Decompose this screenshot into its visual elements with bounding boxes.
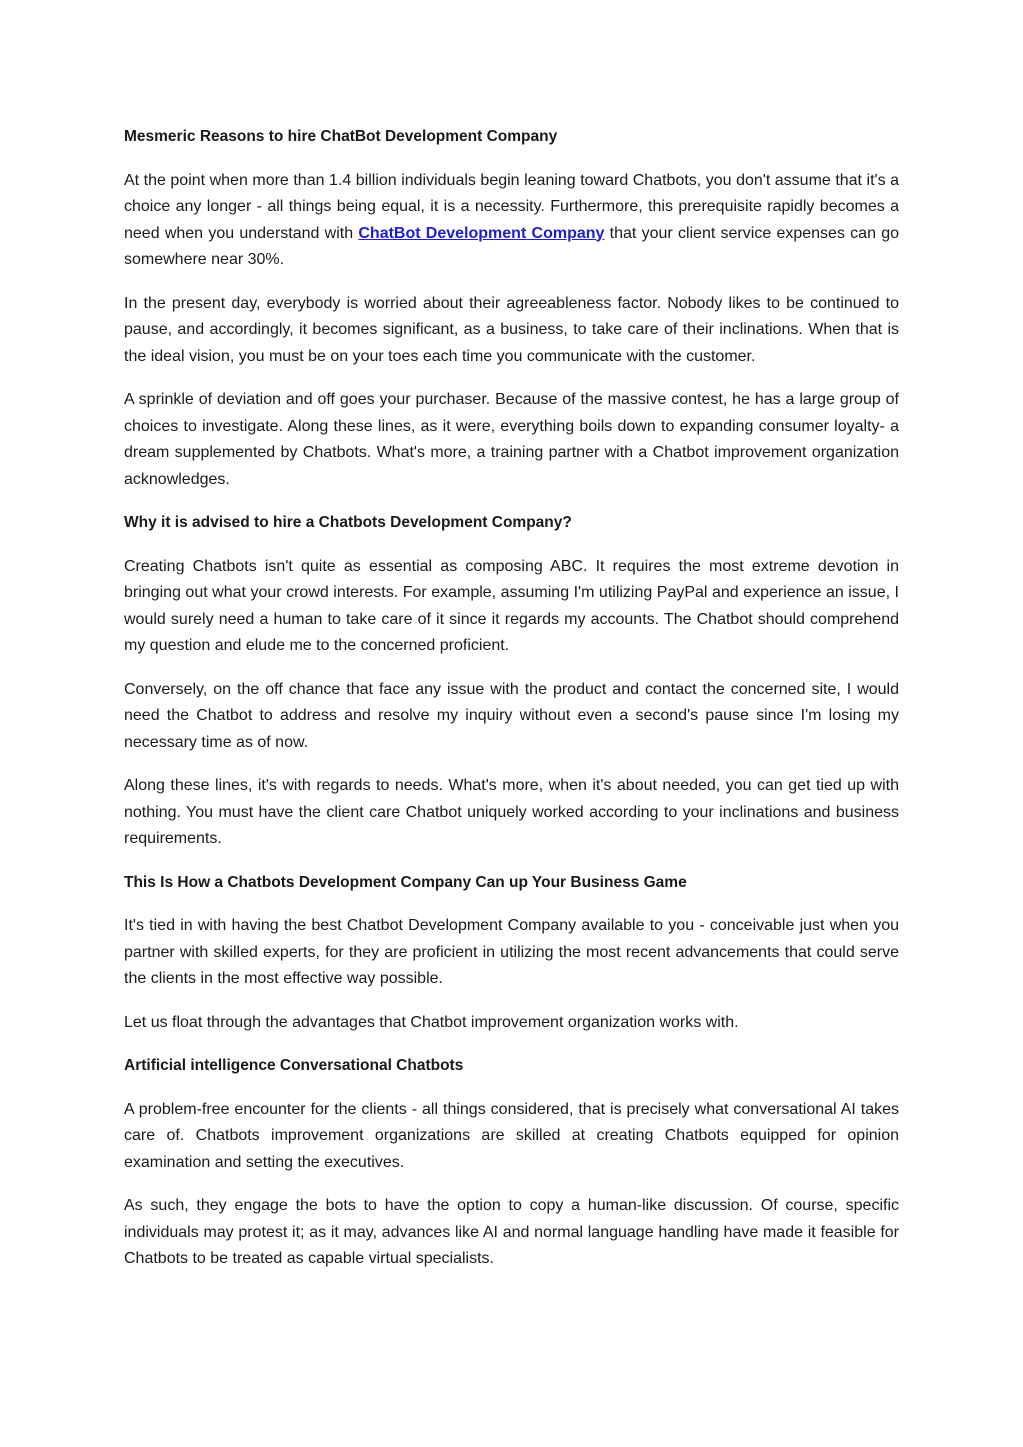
paragraph-7: It's tied in with having the best Chatbot Development Company available to you - conceivable just when you partner with skilled experts, for they are proficient in utilizing the most recent advancements that could serve the clients in the most effective way possible. <box>124 917 899 987</box>
paragraph-intro <box>124 168 899 274</box>
section-heading-ai-chatbots: Artificial intelligence Conversational Chatbots <box>124 1057 464 1074</box>
paragraph-6: Along these lines, it's with regards to needs. What's more, when it's about needed, you can get tied up with nothing. You must have the client care Chatbot uniquely worked according to your inclinations and business requirements. <box>124 777 899 847</box>
section-heading-business-game: This Is How a Chatbots Development Company Can up Your Business Game <box>124 873 687 891</box>
paragraph-intro-text-after: that your client service expenses can go somewhere near 30%. <box>124 224 900 268</box>
chatbot-development-company-link[interactable]: ChatBot Development Company <box>358 224 605 242</box>
paragraph-8: Let us float through the advantages that Chatbot improvement organization works with. <box>124 1013 739 1031</box>
paragraph-4: Creating Chatbots isn't quite as essential as composing ABC. It requires the most extreme devotion in bringing out what your crowd interests. For example, assuming I'm utilizing PayPal and experience an issue, I would surely need a human to take care of it since it regards my accounts. The Chatbot should comprehend my question and elude me to the concerned proficient. <box>124 557 899 654</box>
paragraph-9: A problem-free encounter for the clients - all things considered, that is precisely what conversational AI takes care of. Chatbots improvement organizations are skilled at creating Chatbots equipped for opinion examination and setting the executives. <box>124 1100 899 1171</box>
paragraph-2: In the present day, everybody is worried about their agreeableness factor. Nobody likes to be continued to pause, and accordingly, it becomes significant, as a business, to take care of their inclinations. When that is the ideal vision, you must be on your toes each time you communicate with the customer. <box>124 294 899 365</box>
paragraph-10: As such, they engage the bots to have the option to copy a human-like discussion. Of course, specific individuals may protest it; as it may, advances like AI and normal language handling have made it feasible for Chatbots to be treated as capable virtual specialists. <box>124 1197 899 1267</box>
section-heading-why-hire: Why it is advised to hire a Chatbots Development Company? <box>124 514 572 531</box>
paragraph-intro-text-before: At the point when more than 1.4 billion individuals begin leaning toward Chatbots, you don't assume that it's a choice any longer - all things being equal, it is a necessity. Furthermore, this prerequisite rapidly becomes a need when you understand with <box>124 171 899 242</box>
paragraph-3: A sprinkle of deviation and off goes your purchaser. Because of the massive contest, he has a large group of choices to investigate. Along these lines, as it were, everything boils down to expanding consumer loyalty- a dream supplemented by Chatbots. What's more, a training partner with a Chatbot improvement organization acknowledges. <box>124 391 899 488</box>
paragraph-5: Conversely, on the off chance that face any issue with the product and contact the concerned site, I would need the Chatbot to address and resolve my inquiry without even a second's pause since I'm losing my necessary time as of now. <box>124 680 899 751</box>
document-body <box>124 124 899 1290</box>
document-title: Mesmeric Reasons to hire ChatBot Development Company <box>124 128 558 145</box>
